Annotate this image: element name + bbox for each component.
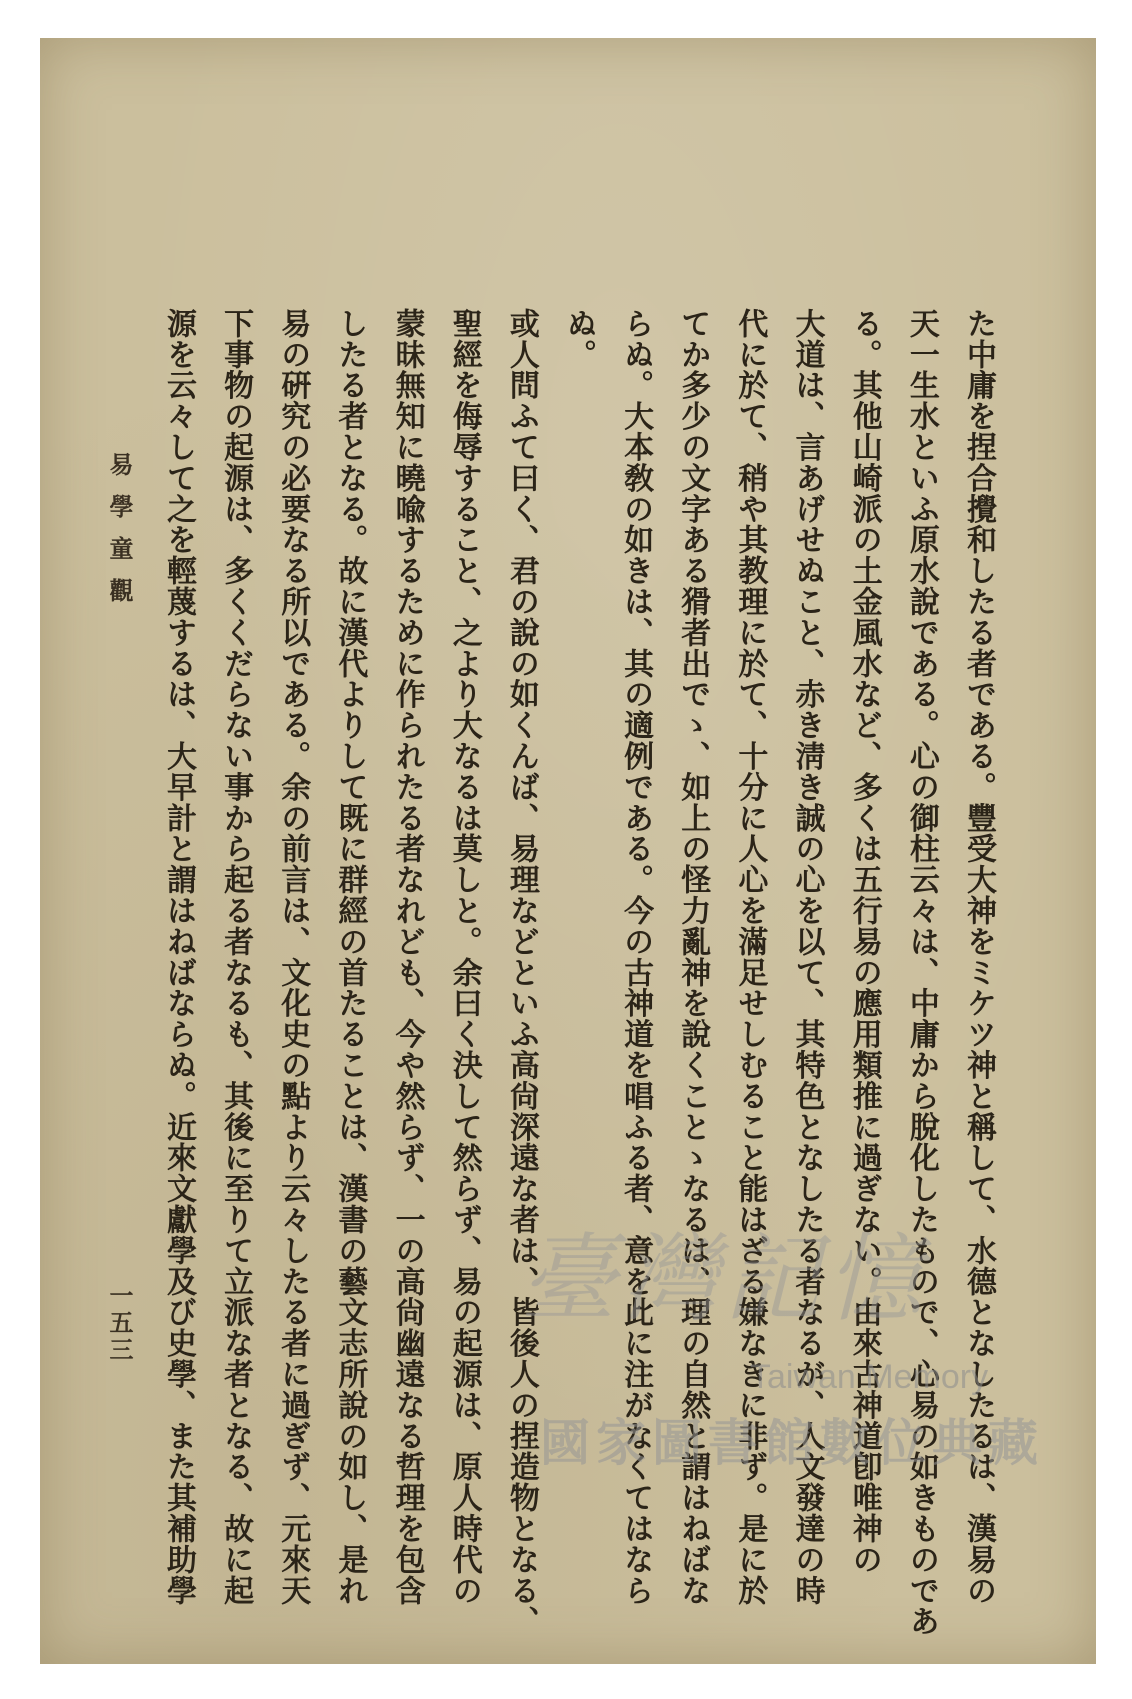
watermark-logo: 臺灣記憶 bbox=[520, 1223, 928, 1335]
text-column: 下事物の起源は、多くくだらない事から起る者なるも、其後に至りて立派な者となる、故に起 bbox=[218, 308, 254, 1606]
text-column: る。其他山崎派の土金風水など、多くは五行易の應用類推に過ぎない。由來古神道卽唯神の bbox=[846, 308, 882, 1575]
page-number: 一五三 bbox=[105, 1283, 134, 1364]
text-column: 蒙昧無知に曉喩するために作られたる者なれども、今や然らず、一の高尙幽遠なる哲理を包含 bbox=[389, 308, 425, 1606]
text-column: したる者となる。故に漢代よりして既に群經の首たることは、漢書の藝文志所說の如し、是れ bbox=[332, 308, 368, 1606]
text-column: 代に於て、稍や其教理に於て、十分に人心を滿足せしむること能はざる嫌なきに非ず。是に於 bbox=[732, 308, 768, 1606]
watermark-english: Taiwan Memory bbox=[750, 1358, 989, 1396]
running-head: 易學童觀 bbox=[105, 452, 134, 620]
watermark-chinese: 國家圖書館數位典藏 bbox=[540, 1414, 1044, 1472]
body-text bbox=[160, 308, 996, 1637]
book-page bbox=[40, 38, 1096, 1664]
text-column: 或人問ふて曰く、君の說の如くんば、易理などといふ高尙深遠な者は、皆後人の捏造物となる、 bbox=[503, 308, 539, 1637]
text-column: らぬ。大本敎の如きは、其の適例である。今の古神道を唱ふる者、意を此に注がなくてはなら bbox=[618, 308, 654, 1606]
text-column: 天一生水といふ原水說である。心の御柱云々は、中庸から脫化したもので、心易の如きものであ bbox=[903, 308, 939, 1637]
text-column: た中庸を捏合攪和したる者である。豐受大神をミケツ神と稱して、水德となしたるは、漢易の bbox=[960, 308, 996, 1606]
text-column: 易の硏究の必要なる所以である。余の前言は、文化史の點より云々したる者に過ぎず、元來天 bbox=[275, 308, 311, 1606]
text-column: 聖經を侮辱すること、之より大なるは莫しと。余曰く決して然らず、易の起源は、原人時代の bbox=[446, 308, 482, 1606]
text-column: ぬ。 bbox=[560, 308, 596, 370]
text-column: 大道は、言あげせぬこと、赤き淸き誠の心を以て、其特色となしたる者なるが、人文發達の時 bbox=[789, 308, 825, 1606]
text-column: てか多少の文字ある猾者出でゝ、如上の怪力亂神を說くことゝなるは、理の自然と謂はねばな bbox=[675, 308, 711, 1606]
text-column: 源を云々して之を輕蔑するは、大早計と謂はねばならぬ。近來文獻學及び史學、また其補助學 bbox=[161, 308, 196, 1606]
